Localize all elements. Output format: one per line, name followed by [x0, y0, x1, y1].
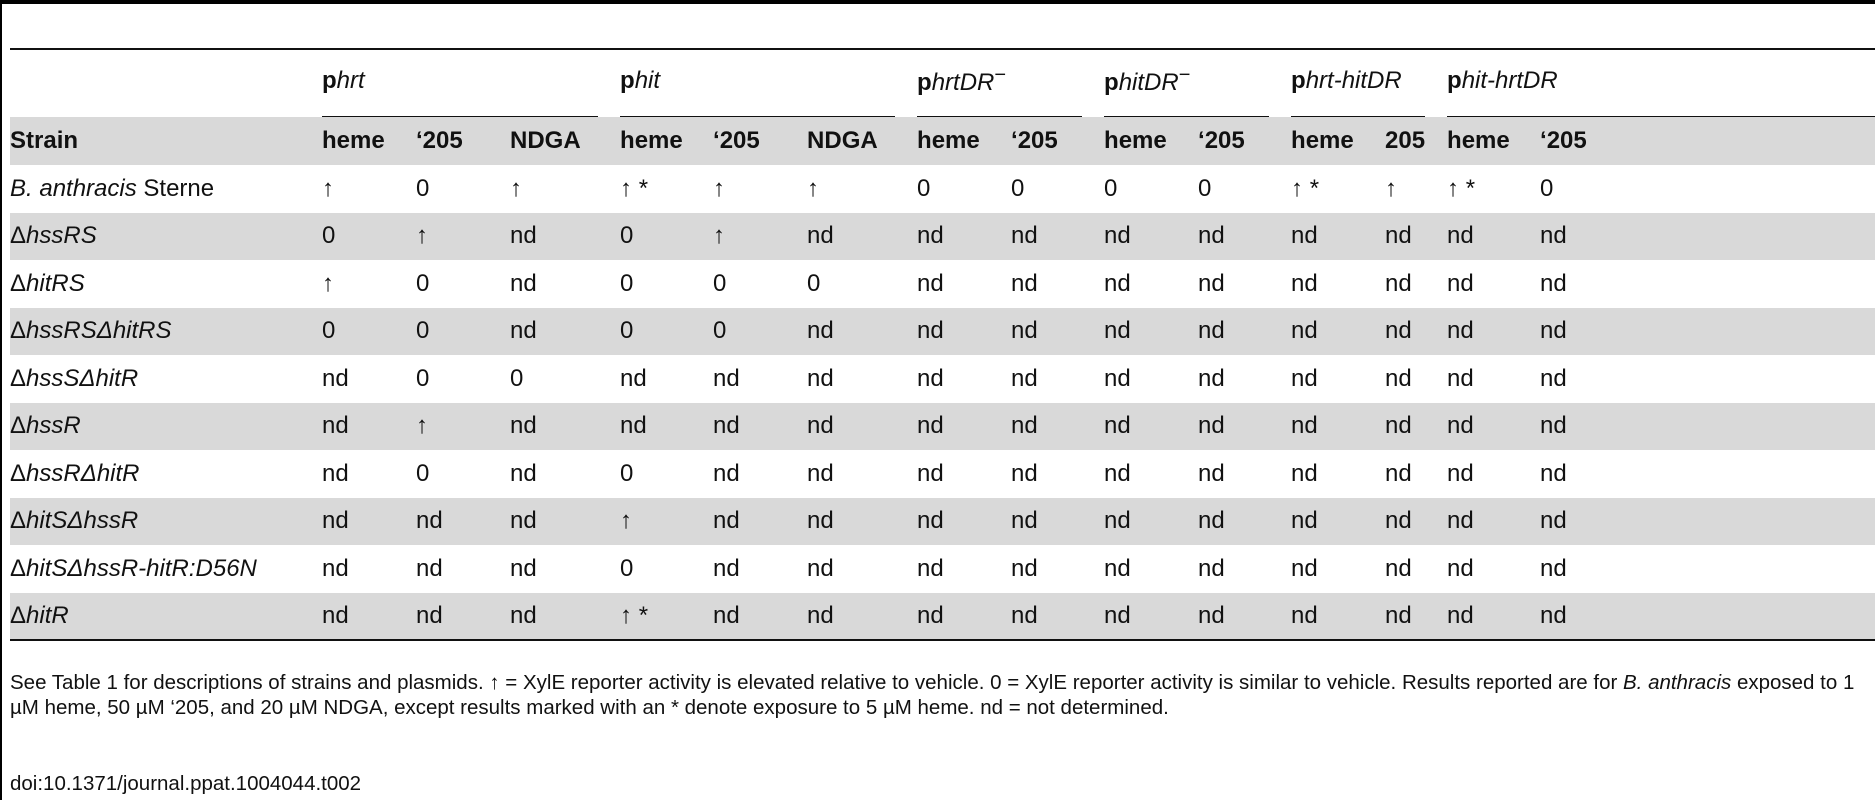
result-cell: nd	[1104, 412, 1131, 440]
result-cell: nd	[1011, 554, 1038, 582]
group-header-phit: phit	[620, 49, 917, 117]
result-cell: nd	[1104, 222, 1131, 250]
table-row	[10, 260, 1875, 308]
result-cell: nd	[510, 222, 537, 250]
result-cell: nd	[1385, 222, 1412, 250]
result-cell: nd	[1385, 364, 1412, 392]
result-cell: nd	[1447, 269, 1474, 297]
table-footnote: See Table 1 for descriptions of strains and plasmids. ↑ = XylE reporter activity is elevated relative to vehicle. 0 = XylE reporter activity is similar to vehicle. Results reported are for B. anthracis exposed to 1 µM heme, 50 µM ‘205, and 20 µM NDGA, except results marked with an * denote exposure to 5 µM heme. nd = not determined.	[10, 671, 1855, 719]
result-cell: nd	[1011, 412, 1038, 440]
result-cell: nd	[1291, 269, 1318, 297]
result-cell: 0	[1198, 174, 1212, 202]
result-cell: nd	[510, 507, 537, 535]
result-cell: nd	[807, 412, 834, 440]
group-header-phitdr: phitDR−	[1104, 49, 1291, 117]
result-cell: nd	[1540, 593, 1875, 641]
result-cell: 0	[620, 554, 634, 582]
result-cell: nd	[1011, 269, 1038, 297]
result-cell: nd	[1540, 412, 1567, 440]
group-header-phit-hrtdr: phit-hrtDR	[1447, 49, 1875, 117]
table-row	[10, 403, 1875, 451]
result-cell: nd	[917, 593, 1011, 641]
table-row	[10, 213, 1875, 261]
result-cell: nd	[510, 269, 537, 297]
result-cell: nd	[1385, 412, 1412, 440]
subheader-cell: ‘205	[416, 127, 463, 154]
result-cell: nd	[1198, 507, 1225, 535]
result-cell: ↑ *	[1291, 174, 1320, 202]
result-cell: nd	[713, 554, 740, 582]
result-cell: ↑	[416, 412, 428, 440]
result-cell: ↑ *	[620, 593, 713, 641]
result-cell: nd	[1291, 593, 1385, 641]
result-cell: nd	[1447, 554, 1474, 582]
subheader-cell: NDGA	[510, 127, 581, 154]
result-cell: nd	[1011, 459, 1038, 487]
result-cell: nd	[807, 593, 917, 641]
result-cell: 0	[510, 364, 524, 392]
result-cell: nd	[807, 364, 834, 392]
result-cell: 0	[620, 317, 634, 345]
result-cell: 0	[416, 317, 430, 345]
result-cell: 0	[807, 269, 821, 297]
result-cell: 0	[416, 269, 430, 297]
subheader-row	[10, 117, 1875, 165]
result-cell: 0	[1011, 174, 1025, 202]
result-cell: nd	[1291, 554, 1318, 582]
subheader-cell: 205	[1385, 127, 1426, 154]
result-cell: nd	[1385, 269, 1412, 297]
result-cell: ↑	[807, 174, 820, 202]
table-row	[10, 165, 1875, 213]
subheader-cell: ‘205	[1011, 127, 1058, 154]
strain-column-header: Strain	[10, 127, 79, 154]
result-cell: nd	[1540, 222, 1567, 250]
subheader-cell: heme	[620, 127, 683, 154]
strain-cell: B. anthracis Sterne	[10, 174, 215, 202]
table-body	[10, 165, 1875, 640]
result-cell: ↑	[510, 174, 522, 202]
result-cell: ↑	[322, 174, 334, 202]
result-cell: nd	[713, 593, 807, 641]
result-cell: nd	[510, 317, 537, 345]
result-cell: 0	[1104, 174, 1118, 202]
result-cell: nd	[807, 459, 834, 487]
result-cell: nd	[1198, 459, 1225, 487]
result-cell: nd	[1011, 317, 1038, 345]
subheader-cell: ‘205	[1540, 127, 1587, 154]
result-cell: nd	[1291, 507, 1318, 535]
result-cell: nd	[917, 364, 944, 392]
result-cell: nd	[1104, 364, 1131, 392]
result-cell: nd	[322, 593, 416, 641]
result-cell: nd	[1198, 222, 1225, 250]
left-border-rule	[0, 0, 2, 800]
result-cell: nd	[322, 507, 349, 535]
result-cell: nd	[1447, 364, 1474, 392]
result-cell: nd	[416, 554, 443, 582]
result-cell: nd	[510, 554, 537, 582]
result-cell: 0	[416, 174, 430, 202]
result-cell: ↑	[1385, 174, 1398, 202]
result-cell: nd	[1540, 269, 1567, 297]
doi-text: doi:10.1371/journal.ppat.1004044.t002	[10, 772, 362, 795]
result-cell: nd	[1291, 317, 1318, 345]
result-cell: nd	[1447, 507, 1474, 535]
strain-cell: ΔhitRS	[10, 269, 85, 297]
result-cell: nd	[807, 507, 834, 535]
result-cell: nd	[713, 412, 740, 440]
result-cell: nd	[1291, 412, 1318, 440]
result-cell: nd	[1198, 593, 1291, 641]
result-cell: nd	[416, 507, 443, 535]
result-cell: ↑	[713, 222, 726, 250]
result-cell: 0	[713, 269, 727, 297]
result-cell: nd	[1385, 459, 1412, 487]
result-cell: nd	[1385, 593, 1447, 641]
result-cell: nd	[322, 364, 349, 392]
result-cell: nd	[620, 412, 647, 440]
result-cell: nd	[713, 459, 740, 487]
result-cell: nd	[1447, 593, 1540, 641]
result-cell: nd	[1198, 554, 1225, 582]
result-cell: nd	[1011, 507, 1038, 535]
result-cell: nd	[713, 364, 740, 392]
result-cell: nd	[1385, 554, 1412, 582]
subheader-cell: ‘205	[1198, 127, 1245, 154]
result-cell: nd	[510, 593, 620, 641]
result-cell: 0	[620, 459, 634, 487]
result-cell: 0	[620, 269, 634, 297]
result-cell: 0	[416, 364, 430, 392]
result-cell: nd	[807, 222, 834, 250]
result-cell: nd	[1104, 269, 1131, 297]
result-cell: 0	[322, 222, 336, 250]
result-cell: ↑	[620, 507, 633, 535]
subheader-cell: heme	[917, 127, 980, 154]
subheader-cell: heme	[1291, 127, 1354, 154]
table-row	[10, 450, 1875, 498]
result-cell: nd	[1540, 364, 1567, 392]
table-row	[10, 308, 1875, 356]
result-cell: nd	[917, 222, 944, 250]
result-cell: 0	[322, 317, 336, 345]
result-cell: nd	[620, 364, 647, 392]
result-cell: nd	[1540, 507, 1567, 535]
group-header-phrt-hitdr: phrt-hitDR	[1291, 49, 1447, 117]
result-cell: ↑	[713, 174, 726, 202]
result-cell: nd	[917, 507, 944, 535]
table-row	[10, 545, 1875, 593]
result-cell: nd	[1104, 459, 1131, 487]
subheader-cell: heme	[322, 127, 385, 154]
result-cell: nd	[1104, 317, 1131, 345]
result-cell: nd	[1291, 459, 1318, 487]
result-cell: nd	[1291, 364, 1318, 392]
group-header-row	[10, 49, 1875, 117]
result-cell: 0	[620, 222, 634, 250]
strain-cell: ΔhssR	[10, 412, 81, 440]
result-cell: 0	[917, 174, 931, 202]
result-cell: ↑ *	[1447, 174, 1476, 202]
table-row	[10, 593, 1875, 641]
result-cell: nd	[1198, 412, 1225, 440]
strain-cell: ΔhssRSΔhitRS	[10, 317, 172, 345]
subheader-cell: ‘205	[713, 127, 760, 154]
strain-cell: ΔhssSΔhitR	[10, 364, 139, 392]
result-cell: nd	[1385, 317, 1412, 345]
result-cell: ↑	[416, 222, 428, 250]
result-cell: nd	[510, 412, 537, 440]
result-cell: nd	[1540, 459, 1567, 487]
result-cell: nd	[917, 459, 944, 487]
result-cell: nd	[1540, 554, 1567, 582]
strain-cell: ΔhitSΔhssR-hitR:D56N	[10, 554, 257, 582]
result-cell: nd	[1104, 593, 1198, 641]
result-cell: nd	[322, 412, 349, 440]
table-row	[10, 355, 1875, 403]
results-table-container	[10, 48, 1875, 641]
result-cell: nd	[322, 554, 349, 582]
result-cell: nd	[1011, 222, 1038, 250]
result-cell: nd	[713, 507, 740, 535]
result-cell: 0	[713, 317, 727, 345]
result-cell: nd	[1447, 459, 1474, 487]
result-cell: 0	[416, 459, 430, 487]
result-cell: nd	[1198, 269, 1225, 297]
result-cell: nd	[1447, 317, 1474, 345]
result-cell: nd	[1198, 317, 1225, 345]
strain-cell: ΔhssRS	[10, 222, 97, 250]
result-cell: nd	[807, 317, 834, 345]
result-cell: nd	[322, 459, 349, 487]
result-cell: nd	[416, 593, 510, 641]
result-cell: nd	[1447, 412, 1474, 440]
result-cell: nd	[1540, 317, 1567, 345]
subheader-cell: heme	[1447, 127, 1510, 154]
result-cell: nd	[1011, 364, 1038, 392]
subheader-cell: heme	[1104, 127, 1167, 154]
subheader-cell: NDGA	[807, 127, 878, 154]
result-cell: nd	[1447, 222, 1474, 250]
group-header-phrt: phrt	[322, 49, 620, 117]
strain-cell: ΔhssRΔhitR	[10, 459, 140, 487]
result-cell: ↑ *	[620, 174, 649, 202]
result-cell: nd	[917, 269, 944, 297]
result-cell: nd	[917, 412, 944, 440]
result-cell: nd	[807, 554, 834, 582]
table-row	[10, 498, 1875, 546]
results-table	[10, 48, 1875, 641]
group-header-blank	[10, 49, 322, 117]
result-cell: ↑	[322, 269, 334, 297]
result-cell: 0	[1540, 174, 1554, 202]
strain-cell: ΔhitSΔhssR	[10, 507, 139, 535]
result-cell: nd	[1198, 364, 1225, 392]
result-cell: nd	[1385, 507, 1412, 535]
group-header-phrtdr: phrtDR−	[917, 49, 1104, 117]
result-cell: nd	[917, 554, 944, 582]
strain-cell: ΔhitR	[10, 593, 322, 641]
result-cell: nd	[510, 459, 537, 487]
result-cell: nd	[1104, 507, 1131, 535]
result-cell: nd	[917, 317, 944, 345]
result-cell: nd	[1291, 222, 1318, 250]
result-cell: nd	[1104, 554, 1131, 582]
top-border-rule	[0, 0, 1875, 4]
result-cell: nd	[1011, 593, 1104, 641]
